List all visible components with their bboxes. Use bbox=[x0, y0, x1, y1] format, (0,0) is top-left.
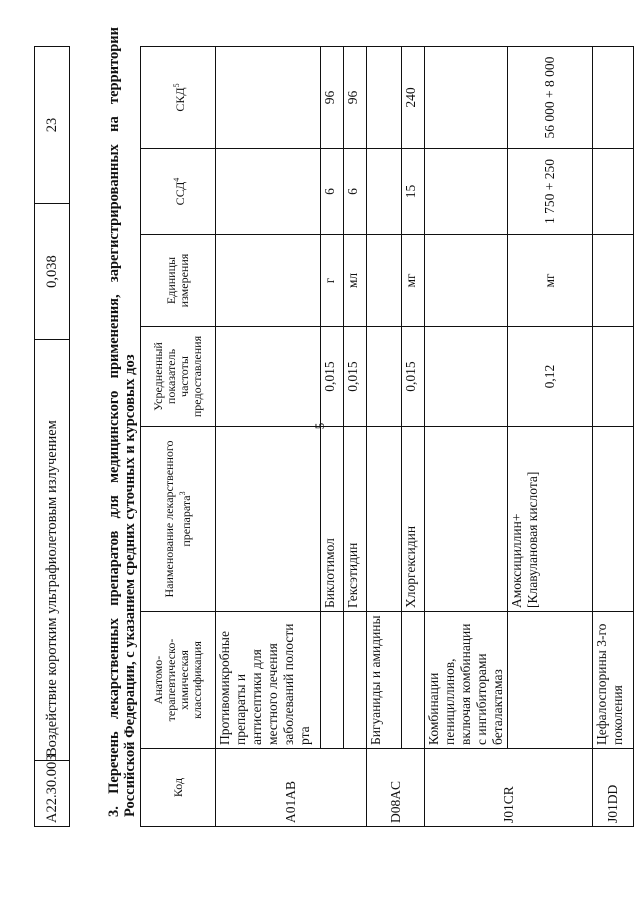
header-atc: Анатомо-терапевтическо-химическая классификация bbox=[141, 612, 216, 749]
page-number: 5 bbox=[312, 422, 327, 430]
row-skd bbox=[367, 47, 402, 149]
row-frequency: 0,015 bbox=[321, 327, 344, 427]
row-code: J01DD bbox=[593, 749, 634, 827]
header-sdd-footnote: 4 bbox=[171, 177, 181, 182]
table-row bbox=[321, 47, 344, 827]
row-sdd: 15 bbox=[402, 149, 425, 235]
header-code: Код bbox=[141, 749, 216, 827]
row-drug bbox=[367, 427, 402, 612]
row-atc bbox=[321, 612, 344, 749]
row-drug: Амоксициллин+ [Клавулановая кислота] bbox=[508, 427, 593, 612]
table-row bbox=[593, 47, 634, 827]
procedure-code: A22.30.003 bbox=[35, 761, 70, 827]
procedure-value: 0,038 bbox=[35, 204, 70, 340]
table-row bbox=[344, 47, 367, 827]
row-code: J01CR bbox=[425, 749, 593, 827]
table-row bbox=[508, 47, 593, 827]
row-code: D08AC bbox=[367, 749, 425, 827]
row-drug bbox=[425, 427, 508, 612]
row-atc bbox=[402, 612, 425, 749]
header-drug-footnote: 3 bbox=[178, 491, 187, 496]
row-sdd: 6 bbox=[344, 149, 367, 235]
header-sdd-label: ССД bbox=[172, 181, 187, 206]
row-unit bbox=[216, 235, 321, 327]
row-skd bbox=[216, 47, 321, 149]
row-skd: 96 bbox=[321, 47, 344, 149]
procedure-count: 23 bbox=[35, 47, 70, 204]
row-frequency bbox=[425, 327, 508, 427]
header-skd-footnote: 5 bbox=[171, 83, 181, 88]
row-skd bbox=[425, 47, 508, 149]
drugs-table bbox=[140, 46, 634, 827]
row-atc: Комбинации пенициллинов, включая комбинации с ингибиторами беталактамаз bbox=[425, 612, 508, 749]
row-sdd: 6 bbox=[321, 149, 344, 235]
row-drug: Хлоргексидин bbox=[402, 427, 425, 612]
row-drug: Гексэтидин bbox=[344, 427, 367, 612]
procedure-table bbox=[34, 46, 70, 827]
row-unit: мг bbox=[508, 235, 593, 327]
row-frequency: 0,015 bbox=[402, 327, 425, 427]
procedure-name: Воздействие коротким ультрафиолетовым излучением bbox=[35, 340, 70, 761]
row-unit bbox=[367, 235, 402, 327]
header-unit: Единицы измерения bbox=[141, 235, 216, 327]
row-unit: г bbox=[321, 235, 344, 327]
row-unit bbox=[593, 235, 634, 327]
header-drug-label: Наименование лекарственного препарата bbox=[162, 440, 193, 598]
row-sdd bbox=[216, 149, 321, 235]
header-skd bbox=[141, 47, 216, 149]
row-atc bbox=[344, 612, 367, 749]
row-sdd bbox=[425, 149, 508, 235]
row-unit: мл bbox=[344, 235, 367, 327]
table-row bbox=[35, 47, 70, 827]
header-frequency: Усредненный показатель частоты предоставления bbox=[141, 327, 216, 427]
table-row bbox=[425, 47, 508, 827]
row-atc: Противомикробные препараты и антисептики для местного лечения заболеваний полости рта bbox=[216, 612, 321, 749]
header-skd-label: СКД bbox=[172, 87, 187, 112]
row-skd: 96 bbox=[344, 47, 367, 149]
row-drug bbox=[216, 427, 321, 612]
row-frequency bbox=[593, 327, 634, 427]
row-skd: 56 000 + 8 000 bbox=[508, 47, 593, 149]
section-heading: 3. Перечень лекарственных препаратов для медицинского применения, зарегистрированных на территории Российской Федерации, с указанием средних суточных и курсовых доз bbox=[106, 27, 138, 817]
table-row bbox=[367, 47, 402, 827]
header-sdd bbox=[141, 149, 216, 235]
row-sdd: 1 750 + 250 bbox=[508, 149, 593, 235]
row-code: A01AB bbox=[216, 749, 367, 827]
row-frequency bbox=[216, 327, 321, 427]
row-frequency: 0,12 bbox=[508, 327, 593, 427]
header-drug bbox=[141, 427, 216, 612]
row-atc: Бигуаниды и амидины bbox=[367, 612, 402, 749]
row-atc bbox=[508, 612, 593, 749]
table-header-row bbox=[141, 47, 216, 827]
row-drug: Биклотимол bbox=[321, 427, 344, 612]
row-drug bbox=[593, 427, 634, 612]
row-skd: 240 bbox=[402, 47, 425, 149]
row-sdd bbox=[593, 149, 634, 235]
row-unit bbox=[425, 235, 508, 327]
row-frequency bbox=[367, 327, 402, 427]
row-skd bbox=[593, 47, 634, 149]
row-unit: мг bbox=[402, 235, 425, 327]
table-row bbox=[402, 47, 425, 827]
row-frequency: 0,015 bbox=[344, 327, 367, 427]
table-row bbox=[216, 47, 321, 827]
row-atc: Цефалоспорины 3-го поколения bbox=[593, 612, 634, 749]
row-sdd bbox=[367, 149, 402, 235]
